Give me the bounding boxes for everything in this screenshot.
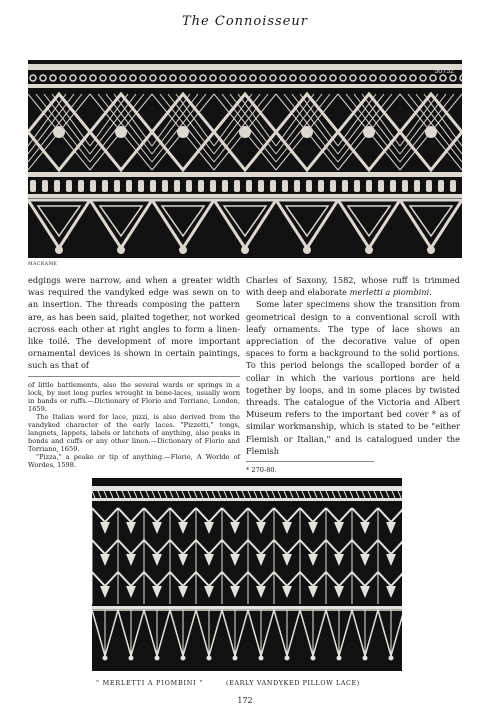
body-paragraph: Some later specimens show the transition from geometrical design to a conventional scroll with leafy ornaments. The type of lace shows an appreciation of the decorative value of open spaces to form a background to the solid portions. To this period belongs the scalloped border of a collar in which the various portions are held together by loops, and in some places by twisted threads. The catalogue of the Victoria and Albert Museum refers to the important bed cover * as of similar workmanship, which is stated to be "either Flemish or Italian," and is catalogued under the Flemish [246,299,460,456]
plate-caption: " MERLETTI A PIOMBINI " [96,679,204,687]
plate-caption-small: MACRAME [28,262,58,267]
footnote-rule [28,376,240,377]
body-text-left: edgings were narrow, and when a greater width was required the vandyked edge was sewn on to an insertion. The threads composing the pattern are, as has been said, plaited together, not worked across each other at right angles to form a linen-like toilé. The development of more important ornamental devices is shown in certain paintings, such as that of [28,275,240,371]
body-paragraph: Charles of Saxony, 1582, whose ruff is trimmed with deep and elaborate merletti a piombini. [246,275,460,298]
footnote: The Italian word for lace, pizzi, is also derived from the vandyked character of the early laces. "Pizzetti," tongs, langnets, lappets, labels or latchets of anything, also peaks in bonds and cuffs or any other linen.—Dictionary of Florio and Torriano, 1659. [28,412,240,453]
footnote: of little battlements, also the several wards or springs in a lock, by met long purles wrought in bone-laces, usually worn in bands or ruffs.—Dictionary of Florio and Torriano, London, 1659. [28,380,240,413]
page-title: The Connoisseur [182,14,308,29]
plate-number: 50752 [434,68,454,75]
page-number: 172 [237,696,253,705]
footnote: "Pizza," a peake or tip of anything.—Florio, A Worlde of Wordes, 1598. [28,452,240,469]
right-column [246,274,460,474]
footnote: * 270-80. [246,466,277,475]
footnote-rule [246,461,374,462]
macrame-lace-photograph [28,60,462,258]
pillow-lace-photograph [92,478,402,671]
italic-term: merletti a piombini [349,287,430,298]
left-column [28,274,240,469]
plate-caption: (EARLY VANDYKED PILLOW LACE) [226,679,360,687]
